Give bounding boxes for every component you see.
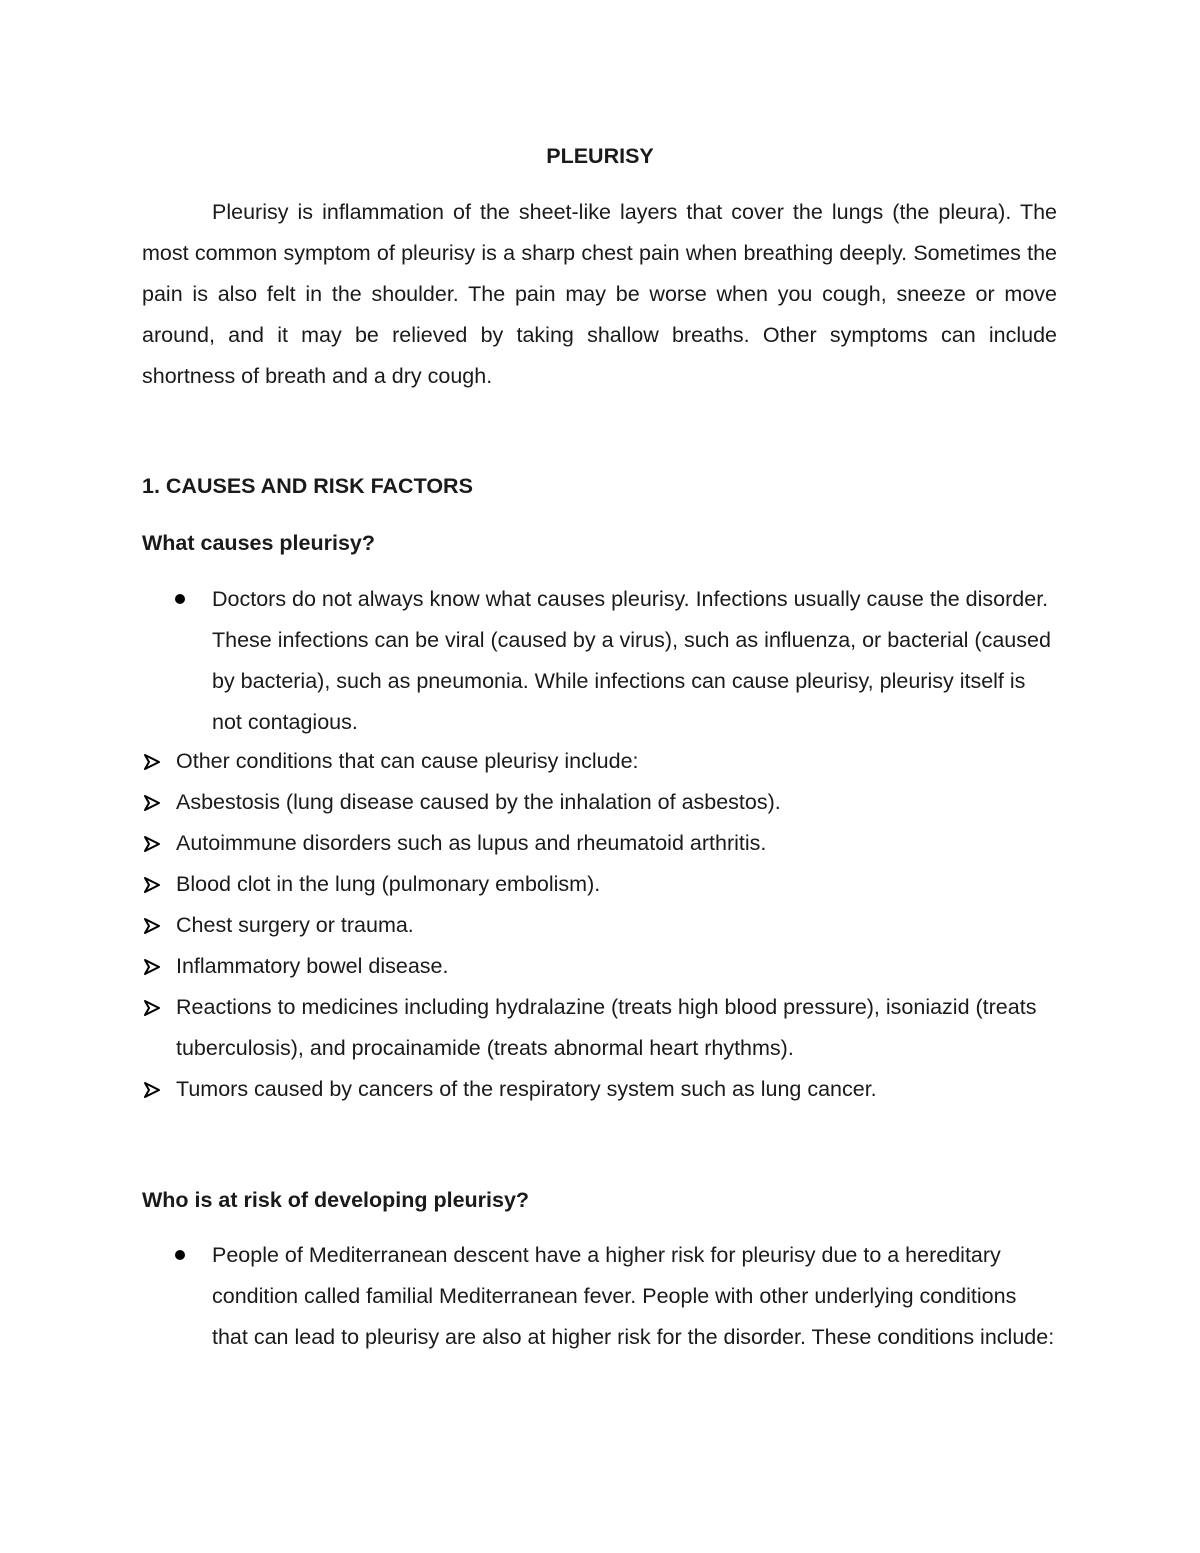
causes-question: What causes pleurisy? [142, 531, 375, 555]
list-item-text: Other conditions that can cause pleurisy include: [176, 749, 639, 773]
risk-bullet-text: People of Mediterranean descent have a higher risk for pleurisy due to a hereditary condition called familial Mediterranean fever. People with other underlying conditions that can lead to pleurisy are also at higher risk for the disorder. These conditions include: [212, 1243, 1055, 1349]
arrow-bullet-icon [142, 782, 164, 823]
list-item-text: Blood clot in the lung (pulmonary embolism). [176, 872, 601, 896]
arrow-bullet-icon [142, 987, 164, 1028]
risk-bullet [142, 1235, 1057, 1358]
risk-question: Who is at risk of developing pleurisy? [142, 1188, 530, 1212]
arrow-bullet-icon [142, 823, 164, 864]
list-item [142, 823, 1057, 864]
bullet-icon [175, 594, 185, 604]
list-item [142, 1235, 1057, 1358]
list-item-text: Inflammatory bowel disease. [176, 954, 449, 978]
list-item-text: Tumors caused by cancers of the respiratory system such as lung cancer. [176, 1077, 877, 1101]
list-item-text: Chest surgery or trauma. [176, 913, 414, 937]
section-heading: 1. CAUSES AND RISK FACTORS [142, 474, 473, 498]
list-item [142, 946, 1057, 987]
causes-arrow-list [142, 741, 1057, 1110]
arrow-bullet-icon [142, 741, 164, 782]
list-item [142, 987, 1057, 1069]
list-item [142, 741, 1057, 782]
list-item [142, 864, 1057, 905]
intro-paragraph: Pleurisy is inflammation of the sheet-like layers that cover the lungs (the pleura). The most common symptom of pleurisy is a sharp chest pain when breathing deeply. Sometimes the pain is also felt in the shoulder. The pain may be worse when you cough, sneeze or move around, and it may be relieved by taking shallow breaths. Other symptoms can include shortness of breath and a dry cough. [142, 200, 1057, 388]
list-item [142, 905, 1057, 946]
list-item [142, 782, 1057, 823]
list-item-text: Reactions to medicines including hydralazine (treats high blood pressure), isoniazid (treats tuberculosis), and procainamide (treats abnormal heart rhythms). [176, 995, 1037, 1060]
arrow-bullet-icon [142, 905, 164, 946]
arrow-bullet-icon [142, 946, 164, 987]
list-item-text: Asbestosis (lung disease caused by the inhalation of asbestos). [176, 790, 781, 814]
list-item-text: Autoimmune disorders such as lupus and rheumatoid arthritis. [176, 831, 767, 855]
list-item [142, 1069, 1057, 1110]
arrow-bullet-icon [142, 864, 164, 905]
list-item [142, 579, 1057, 743]
arrow-bullet-icon [142, 1069, 164, 1110]
bullet-icon [175, 1250, 185, 1260]
causes-bullet [142, 579, 1057, 743]
causes-bullet-text: Doctors do not always know what causes pleurisy. Infections usually cause the disorder. These infections can be viral (caused by a virus), such as influenza, or bacterial (caused by bacteria), such as pneumonia. While infections can cause pleurisy, pleurisy itself is not contagious. [212, 587, 1051, 734]
document-title: PLEURISY [546, 144, 654, 168]
